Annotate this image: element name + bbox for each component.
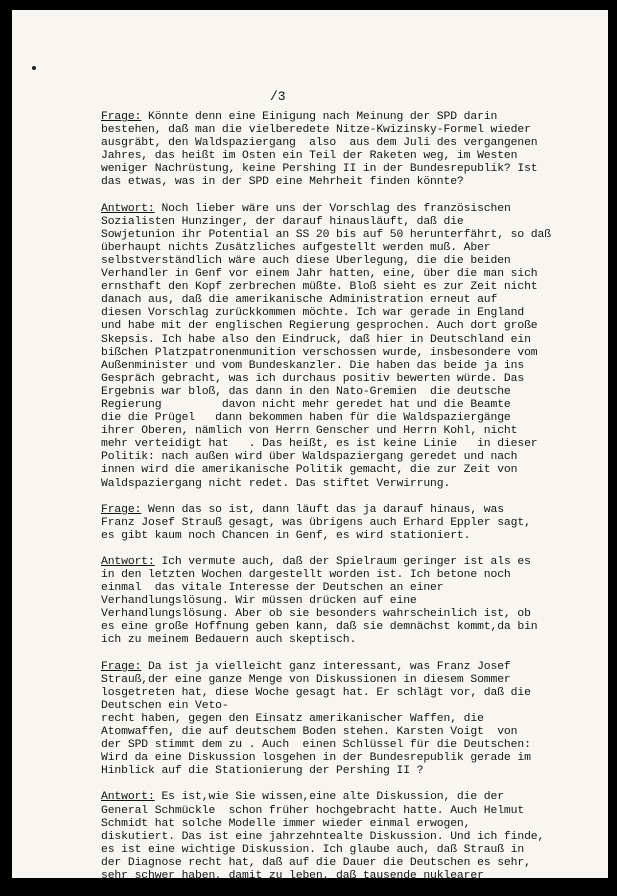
text-line: ihrer Oberen, nämlich von Herrn Genscher und Herrn Kohl, nicht <box>101 425 518 438</box>
question-paragraph <box>101 111 601 190</box>
text-line: es eine große Hoffnung geben kann, daß sie demnächst kommt,da bin <box>101 621 538 634</box>
line-text: Es ist,wie Sie wissen,eine alte Diskussion, die der <box>154 791 504 804</box>
text-line: selbstverständlich wäre auch diese Überlegung, die die beiden <box>101 254 511 267</box>
text-line: der Diagnose recht hat, daß auf die Dauer die Deutschen es sehr, <box>101 856 531 869</box>
text-line <box>101 661 601 674</box>
text-line: Atomwaffen, die auf deutschem Boden stehen. Karsten Voigt von <box>101 726 518 739</box>
line-text: Da ist ja vielleicht ganz interessant, was Franz Josef <box>141 660 511 673</box>
text-line: Strauß,der eine ganze Menge von Diskussionen in diesem Sommer <box>101 673 511 686</box>
document-body <box>101 111 601 896</box>
text-line: diesen Vorschlag zurückkommen möchte. Ich war gerade in England <box>101 307 525 320</box>
text-line: Sowjetunion ihr Potential an SS 20 bis auf 50 herunterfährt, so daß <box>101 228 551 241</box>
text-line: Sozialisten Hunzinger, der darauf hinausläuft, daß die <box>101 215 464 228</box>
text-line: überhaupt nichts Zusätzliches aufgestellt werden muß. Aber <box>101 241 491 254</box>
text-line: mehr verteidigt hat . Das heißt, es ist keine Linie in dieser <box>101 438 538 451</box>
speaker-label: Antwort: <box>101 791 155 804</box>
text-line: Jahres, das heißt im Osten ein Teil der Raketen weg, im Westen <box>101 150 518 163</box>
text-line: General Schmückle schon früher hochgebracht hatte. Auch Helmut <box>101 804 525 817</box>
text-line: recht haben, gegen den Einsatz amerikanischer Waffen, die <box>101 712 484 725</box>
text-line: Wird da eine Diskussion losgehen in der Bundesrepublik gerade im <box>101 752 531 765</box>
text-line: in den letzten Wochen dargestellt worden ist. Ich betone noch <box>101 569 511 581</box>
text-line: weniger Nachrüstung, keine Pershing II in der Bundesrepublik? Ist <box>101 163 538 176</box>
text-line: das etwas, was in der SPD eine Mehrheit finden könnte? <box>101 176 464 189</box>
question-paragraph <box>101 504 601 543</box>
text-line: einmal das vitale Interesse der Deutschen an einer <box>101 582 444 595</box>
text-line <box>101 556 601 569</box>
page-number: /3 <box>270 89 286 104</box>
text-line: Verhandler in Genf vor einem Jahr hatten, eine, über die man sich <box>101 268 538 281</box>
text-line <box>101 791 601 804</box>
text-line: es gibt kaum noch Chancen in Genf, es wird stationiert. <box>101 529 471 542</box>
line-text: Könnte denn eine Einigung nach Meinung der SPD darin <box>141 111 498 123</box>
text-line: Regierung davon nicht mehr geredet hat und die Beamte <box>101 398 511 411</box>
text-line: Waldspaziergang nicht redet. Das stiftet Verwirrung. <box>101 477 451 490</box>
text-line: Hinblick auf die Stationierung der Pershing II ? <box>101 765 424 778</box>
line-text: Ich vermute auch, daß der Spielraum geringer ist als es <box>154 555 531 568</box>
text-line: und habe mit der englischen Regierung gesprochen. Auch dort große <box>101 320 538 333</box>
text-line: Franz Josef Strauß gesagt, was übrigens auch Erhard Eppler sagt, <box>101 516 531 529</box>
text-line: bißchen Platzpatronenmunition verschossen wurde, insbesondere vom <box>101 346 538 359</box>
text-line: Gespräch gebracht, was ich durchaus positiv bewerten würde. Das <box>101 372 525 385</box>
answer-paragraph <box>101 203 601 491</box>
answer-paragraph <box>101 791 601 883</box>
text-line: es ist eine wichtige Diskussion. Ich glaube auch, daß Strauß in <box>101 843 525 856</box>
text-line: bestehen, daß man die vielberedete Nitze-Kwizinsky-Formel wieder <box>101 124 531 137</box>
text-line <box>101 203 601 216</box>
text-line: Außenminister und vom Bundeskanzler. Die haben das beide ja ins <box>101 359 525 372</box>
text-line: die die Prügel dann bekommen haben für die Waldspaziergänge <box>101 412 511 425</box>
line-text: Noch lieber wäre uns der Vorschlag des französischen <box>154 202 511 215</box>
speaker-label: Frage: <box>101 660 142 673</box>
text-line: losgetreten hat, diese Woche gesagt hat. Er schlägt vor, daß die <box>101 686 531 699</box>
text-line: danach aus, daß die amerikanische Administration erneut auf <box>101 294 498 307</box>
text-line: Schmidt hat solche Modelle immer wieder einmal erwogen, <box>101 817 471 830</box>
text-line: ausgräbt, den Waldspaziergang also aus dem Juli des vergangenen <box>101 137 538 150</box>
text-line <box>101 111 601 124</box>
text-line: Ergebnis war bloß, das dann in den Nato-Gremien die deutsche <box>101 385 511 398</box>
text-line: Skepsis. Ich habe also den Eindruck, daß hier in Deutschland ein <box>101 333 531 346</box>
text-line: ernsthaft den Kopf zerbrechen müßte. Bloß sieht es zur Zeit nicht <box>101 281 538 294</box>
speaker-label: Frage: <box>101 503 142 516</box>
text-line <box>101 504 601 517</box>
line-text: Wenn das so ist, dann läuft das ja darauf hinaus, was <box>141 503 504 516</box>
text-line: sehr schwer haben, damit zu leben, daß tausende nuklearer <box>101 869 484 882</box>
question-paragraph <box>101 661 601 779</box>
text-line: der SPD stimmt dem zu . Auch einen Schlüssel für die Deutschen: <box>101 739 531 752</box>
document-page <box>12 10 608 882</box>
text-line: Deutschen ein Veto- <box>101 699 229 712</box>
text-line: Politik: nach außen wird über Waldspaziergang geredet und nach <box>101 451 518 464</box>
speaker-label: Frage: <box>101 111 142 123</box>
text-line: diskutiert. Das ist eine jahrzehntealte Diskussion. Und ich finde, <box>101 830 545 843</box>
speaker-label: Antwort: <box>101 555 155 568</box>
text-line: Verhandlungslösung. Aber ob sie besonders wahrscheinlich ist, ob <box>101 608 531 621</box>
text-line: innen wird die amerikanische Politik gemacht, die zur Zeit von <box>101 464 518 477</box>
text-line: ich zu meinem Bedauern auch skeptisch. <box>101 634 357 647</box>
speaker-label: Antwort: <box>101 202 155 215</box>
answer-paragraph <box>101 556 601 648</box>
scan-speck <box>32 66 36 70</box>
text-line: Verhandlungslösung. Wir müssen drücken auf eine <box>101 595 417 608</box>
